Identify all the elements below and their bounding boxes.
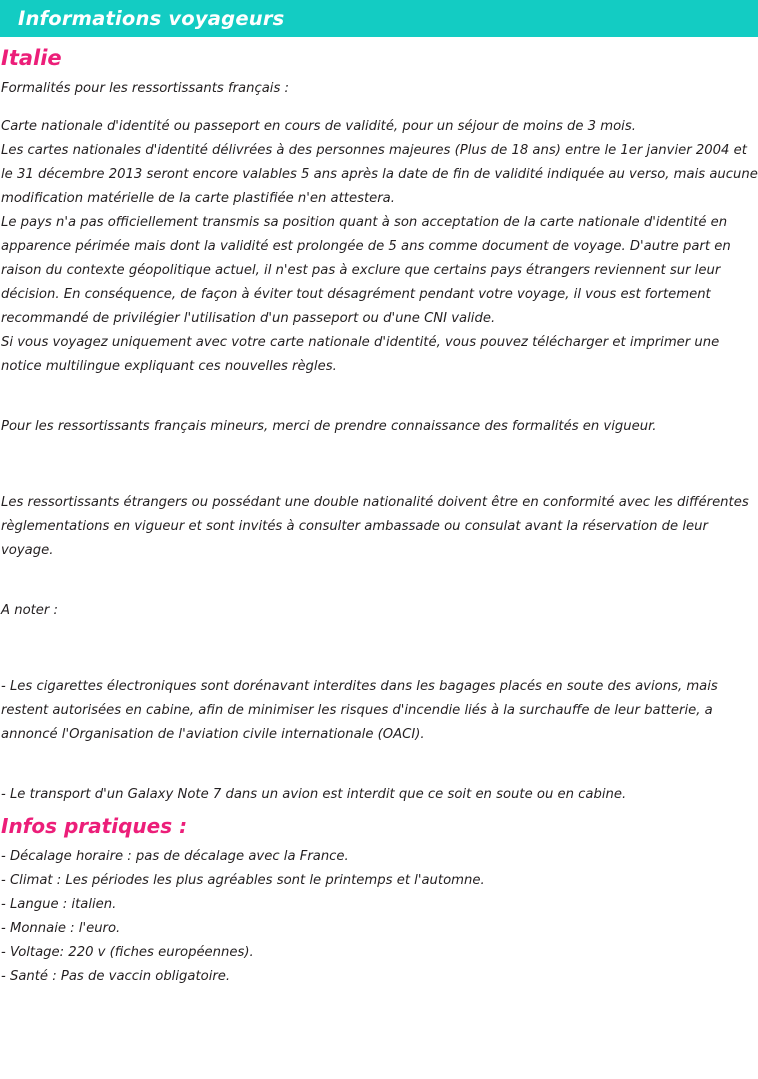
spacer <box>0 563 758 599</box>
spacer <box>0 747 758 783</box>
page-title: Informations voyageurs <box>18 7 285 30</box>
paragraph-country-position: Le pays n'a pas officiellement transmis sa position quant à son acceptation de la carte nationale d'identité en apparence périmée mais dont la validité est prolongée de 5 ans comme document de voyage. D'autre part en raison du contexte géopolitique actuel, il n'est pas à exclure que certains pays étrangers reviennent sur leur décision. En conséquence, de façon à éviter tout désagrément pendant votre voyage, il vous est fortement recommandé de privilégier l'utilisation d'un passeport ou d'une CNI valide. <box>1 215 731 327</box>
list-item: - Langue : italien. <box>1 897 117 913</box>
paragraph-ecigarettes: - Les cigarettes électroniques sont dorénavant interdites dans les bagages placés en soute des avions, mais restent autorisées en cabine, afin de minimiser les risques d'incendie liés à la surchauffe de leur batterie, a annoncé l'Organisation de l'aviation civile internationale (OACI). <box>1 679 718 743</box>
paragraph-foreigners: Les ressortissants étrangers ou possédant une double nationalité doivent être en conformité avec les différentes règlementations en vigueur et sont invités à consulter ambassade ou consulat avant la réservation de leur voyage. <box>1 495 749 559</box>
paragraph-id-extension: Les cartes nationales d'identité délivrées à des personnes majeures (Plus de 18 ans) entre le 1er janvier 2004 et le 31 décembre 2013 seront encore valables 5 ans après la date de fin de validité indiquée au verso, mais aucune modification matérielle de la carte plastifiée n'en attestera. <box>1 143 758 207</box>
note-label: A noter : <box>1 603 58 619</box>
paragraph-id-validity: Carte nationale d'identité ou passeport en cours de validité, pour un séjour de moins de 3 mois. <box>1 119 636 135</box>
spacer <box>0 379 758 415</box>
formalities-label: Formalités pour les ressortissants français : <box>1 81 289 97</box>
paragraph-minors: Pour les ressortissants français mineurs, merci de prendre connaissance des formalités en vigueur. <box>1 419 657 435</box>
list-item: - Voltage: 220 v (fiches européennes). <box>1 945 254 961</box>
spacer <box>0 101 758 115</box>
spacer <box>0 623 758 675</box>
page-header-bar <box>0 0 758 37</box>
list-item: - Monnaie : l'euro. <box>1 921 121 937</box>
list-item: - Santé : Pas de vaccin obligatoire. <box>1 969 231 985</box>
spacer <box>0 439 758 491</box>
practical-info-list <box>0 845 758 989</box>
paragraph-notice-download: Si vous voyagez uniquement avec votre carte nationale d'identité, vous pouvez télécharger et imprimer une notice multilingue expliquant ces nouvelles règles. <box>1 335 720 375</box>
document-content <box>0 46 758 989</box>
list-item: - Climat : Les périodes les plus agréables sont le printemps et l'automne. <box>1 873 485 889</box>
country-title: Italie <box>1 46 62 70</box>
list-item: - Décalage horaire : pas de décalage avec la France. <box>1 849 349 865</box>
paragraph-galaxy-note: - Le transport d'un Galaxy Note 7 dans un avion est interdit que ce soit en soute ou en cabine. <box>1 787 627 803</box>
practical-info-title: Infos pratiques : <box>1 814 188 839</box>
